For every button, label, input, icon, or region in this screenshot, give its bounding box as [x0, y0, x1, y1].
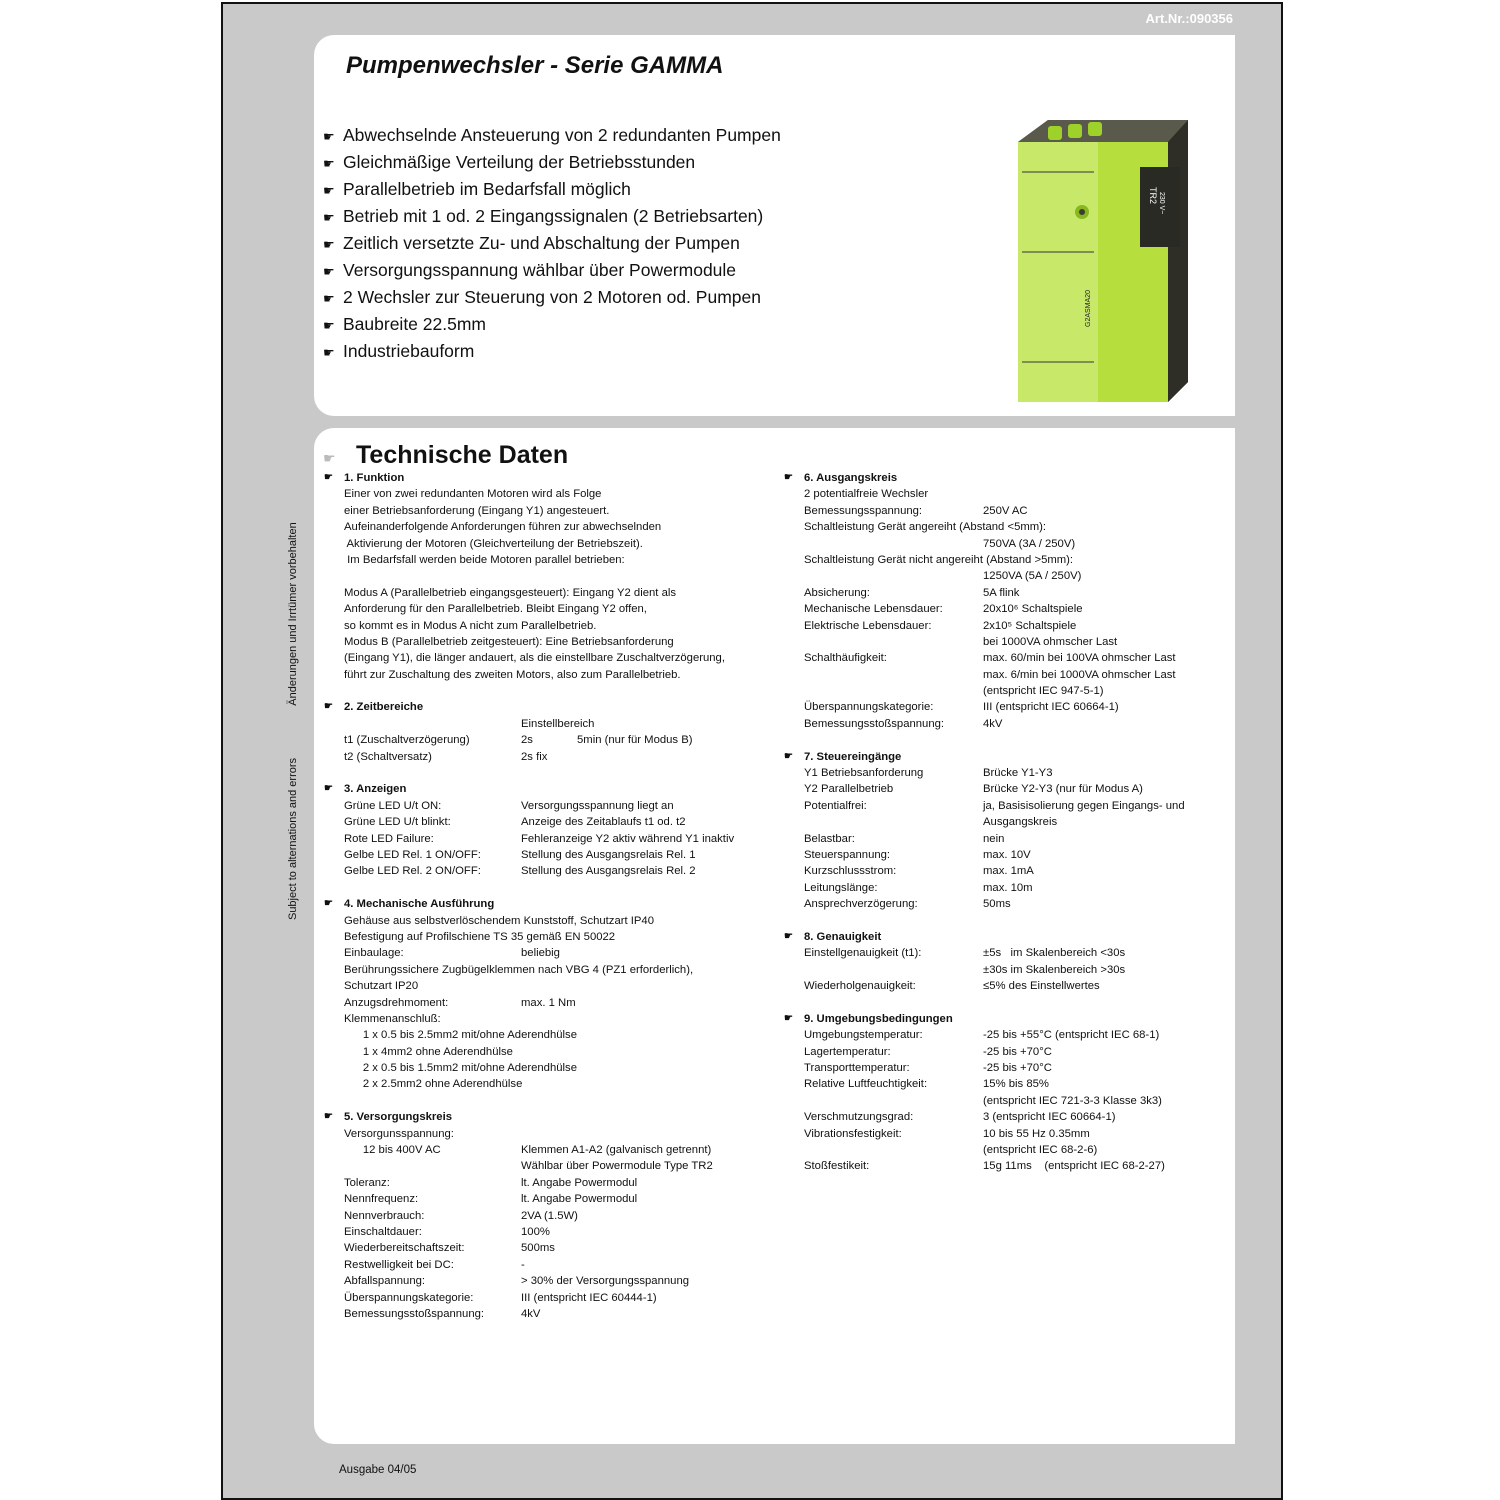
spec-label: 2 potentialfreie Wechsler [804, 488, 929, 501]
spec-value: (entspricht IEC 947-5-1) [983, 685, 1104, 698]
voltage-label: 230 V~ [1158, 192, 1165, 215]
spec-row [804, 486, 1224, 502]
spec-label: Einschaltdauer: [344, 1225, 422, 1238]
spec-row [804, 650, 1224, 666]
spec-row [804, 568, 1224, 584]
pointing-hand-icon: ☛ [324, 472, 333, 483]
spec-row [804, 1142, 1224, 1158]
spec-value: 15% bis 85% [983, 1078, 1049, 1091]
spec-label: 3. Anzeigen [344, 783, 407, 796]
disclaimer-de: Änderungen und Irrtümer vorbehalten [287, 522, 299, 706]
spec-label: führt zur Zuschaltung des zweiten Motors, also zum Parallelbetrieb. [344, 668, 681, 681]
spec-row [344, 929, 784, 945]
spec-label: einer Betriebsanforderung (Eingang Y1) angesteuert. [344, 504, 610, 517]
spec-row [804, 503, 1224, 519]
spec-row [344, 1191, 784, 1207]
spec-row [804, 1060, 1224, 1076]
feature-item: ☛ Betrieb mit 1 od. 2 Eingangssignalen (2 Betriebsarten) [323, 203, 781, 230]
spec-row [344, 945, 784, 961]
spec-value-extra: 5min (nur für Modus B) [577, 734, 693, 747]
spec-row [344, 913, 784, 929]
spec-value: 3 (entspricht IEC 60664-1) [983, 1111, 1116, 1124]
pointing-hand-icon: ☛ [784, 472, 793, 483]
spec-label: Abfallspannung: [344, 1275, 426, 1288]
spec-row [344, 667, 784, 683]
spec-value: max. 1 Nm [521, 996, 576, 1009]
feature-item: ☛ Zeitlich versetzte Zu- und Abschaltung der Pumpen [323, 230, 781, 257]
spec-label: t2 (Schaltversatz) [344, 750, 432, 763]
spec-value: bei 1000VA ohmscher Last [983, 635, 1118, 648]
spec-label: 4. Mechanische Ausführung [344, 898, 495, 911]
spec-value: III (entspricht IEC 60444-1) [521, 1291, 657, 1304]
spec-value: Stellung des Ausgangsrelais Rel. 1 [521, 848, 696, 861]
spec-label: Im Bedarfsfall werden beide Motoren parallel betrieben: [344, 553, 625, 566]
spec-row [804, 765, 1224, 781]
spec-row [344, 1208, 784, 1224]
spec-row [804, 601, 1224, 617]
spec-value: max. 6/min bei 1000VA ohmscher Last [983, 668, 1176, 681]
spec-value: 2s [521, 734, 533, 747]
spec-value: lt. Angabe Powermodul [521, 1176, 638, 1189]
spec-value: 1250VA (5A / 250V) [983, 570, 1082, 583]
spec-row [804, 798, 1224, 814]
spec-row [804, 699, 1224, 715]
spec-row [344, 634, 784, 650]
spec-label: 8. Genauigkeit [804, 930, 882, 943]
spec-row [804, 1109, 1224, 1125]
spec-value: 15g 11ms (entspricht IEC 68-2-27) [983, 1160, 1165, 1173]
feature-item: ☛ Abwechselnde Ansteuerung von 2 redundanten Pumpen [323, 122, 781, 149]
spec-row [804, 634, 1224, 650]
spec-label: Einer von zwei redundanten Motoren wird als Folge [344, 488, 602, 501]
spec-label: so kommt es in Modus A nicht zum Parallelbetrieb. [344, 619, 597, 632]
spec-row [344, 962, 784, 978]
spec-label: Mechanische Lebensdauer: [804, 603, 943, 616]
pointing-hand-icon: ☛ [784, 1012, 793, 1024]
spec-value: 2VA (1.5W) [521, 1209, 578, 1222]
spec-label: Anforderung für den Parallelbetrieb. Bleibt Eingang Y2 offen, [344, 603, 647, 616]
spec-label: Schutzart IP20 [344, 980, 419, 993]
spec-label: Aufeinanderfolgende Anforderungen führen zur abwechselnden [344, 521, 662, 534]
spec-label: Grüne LED U/t ON: [344, 799, 442, 812]
spec-label: Toleranz: [344, 1176, 390, 1189]
pointing-hand-icon: ☛ [324, 701, 333, 713]
spec-row [344, 749, 784, 765]
spec-row [804, 618, 1224, 634]
spec-label: Überspannungskategorie: [344, 1291, 474, 1304]
spec-value: beliebig [521, 947, 560, 960]
spec-row [344, 1306, 784, 1322]
spec-row [344, 486, 784, 502]
spec-label: t1 (Zuschaltverzögerung) [344, 734, 470, 747]
spec-value: 100% [521, 1225, 550, 1238]
spec-row [804, 1044, 1224, 1060]
spec-row [344, 978, 784, 994]
spec-row [344, 831, 784, 847]
spec-value: nein [983, 832, 1005, 845]
spec-row [804, 863, 1224, 879]
section-title: Technische Daten [356, 441, 569, 469]
spec-label: Schalthäufigkeit: [804, 652, 887, 665]
spec-value: 250V AC [983, 504, 1028, 517]
spec-value: Einstellbereich [521, 717, 595, 730]
spec-label: Überspannungskategorie: [804, 701, 934, 714]
spec-label: 2 x 2.5mm2 ohne Aderendhülse [344, 1078, 523, 1091]
spec-row [344, 1060, 784, 1076]
spec-row [344, 1076, 784, 1092]
spec-label: Berührungssichere Zugbügelklemmen nach VBG 4 (PZ1 erforderlich), [344, 963, 694, 976]
spec-label: Einbaulage: [344, 947, 404, 960]
feature-item: ☛ 2 Wechsler zur Steuerung von 2 Motoren od. Pumpen [323, 284, 781, 311]
feature-item: ☛ Gleichmäßige Verteilung der Betriebsstunden [323, 149, 781, 176]
spec-value: 4kV [983, 717, 1003, 730]
spec-row [344, 863, 784, 879]
spec-value: Fehleranzeige Y2 aktiv während Y1 inaktiv [521, 832, 735, 845]
spec-label: Wiederholgenauigkeit: [804, 980, 916, 993]
spec-value: (entspricht IEC 721-3-3 Klasse 3k3) [983, 1094, 1162, 1107]
spec-row [804, 536, 1224, 552]
spec-row [344, 880, 784, 896]
spec-label: Y1 Betriebsanforderung [804, 767, 924, 780]
spec-label: 6. Ausgangskreis [804, 472, 898, 484]
spec-label: Transporttemperatur: [804, 1062, 910, 1075]
spec-label: Befestigung auf Profilschiene TS 35 gemäß EN 50022 [344, 930, 616, 943]
spec-row [344, 1093, 784, 1109]
spec-label: Grüne LED U/t blinkt: [344, 816, 451, 829]
device-side-label: G2ASMA20 [1085, 290, 1092, 327]
spec-label: Nennfrequenz: [344, 1193, 419, 1206]
spec-label: 1 x 0.5 bis 2.5mm2 mit/ohne Aderendhülse [344, 1029, 577, 1042]
spec-label: Restwelligkeit bei DC: [344, 1258, 454, 1271]
spec-value: Stellung des Ausgangsrelais Rel. 2 [521, 865, 696, 878]
spec-heading [324, 470, 784, 486]
spec-label: Ansprechverzögerung: [804, 898, 918, 911]
spec-value: III (entspricht IEC 60664-1) [983, 701, 1119, 714]
spec-label: 2. Zeitbereiche [344, 701, 424, 714]
pointing-hand-icon: ☛ [323, 183, 335, 198]
module-label: TR2 [1148, 187, 1158, 205]
spec-row [344, 1257, 784, 1273]
edition-label: Ausgabe 04/05 [339, 1464, 417, 1476]
spec-label: Gelbe LED Rel. 1 ON/OFF: [344, 848, 481, 861]
spec-value: -25 bis +55°C (entspricht IEC 68-1) [983, 1029, 1160, 1042]
spec-row [344, 536, 784, 552]
spec-label: Y2 Parallelbetrieb [804, 783, 894, 796]
spec-label: Elektrische Lebensdauer: [804, 619, 932, 632]
spec-row [344, 1044, 784, 1060]
spec-row [804, 1076, 1224, 1092]
spec-label: Relative Luftfeuchtigkeit: [804, 1078, 928, 1091]
spec-value: 2s fix [521, 750, 548, 763]
spec-value: ja, Basisisolierung gegen Eingangs- und [983, 799, 1185, 812]
spec-value: 50ms [983, 898, 1011, 911]
spec-value: -25 bis +70°C [983, 1062, 1052, 1075]
spec-row [804, 781, 1224, 797]
spec-row [344, 650, 784, 666]
spec-row [804, 945, 1224, 961]
spec-label: Einstellgenauigkeit (t1): [804, 947, 922, 960]
spec-label: Belastbar: [804, 832, 855, 845]
spec-label: Potentialfrei: [804, 799, 867, 812]
spec-label: Kurzschlussstrom: [804, 865, 897, 878]
spec-row [344, 1142, 784, 1158]
spec-row [804, 831, 1224, 847]
pointing-hand-icon: ☛ [784, 930, 793, 942]
spec-label: Bemessungsstoßspannung: [804, 717, 945, 730]
spec-label: 7. Steuereingänge [804, 750, 902, 763]
spec-label: (Eingang Y1), die länger andauert, als die einstellbare Zuschaltverzögerung, [344, 652, 725, 665]
spec-row [804, 1027, 1224, 1043]
spec-heading [324, 781, 784, 797]
spec-label: Leitungslänge: [804, 881, 878, 894]
spec-row [344, 552, 784, 568]
spec-label: Anzugsdrehmoment: [344, 996, 449, 1009]
spec-row [804, 519, 1224, 535]
spec-label: Gehäuse aus selbstverlöschendem Kunststoff, Schutzart IP40 [344, 914, 655, 927]
spec-label: 1 x 4mm2 ohne Aderendhülse [344, 1045, 513, 1058]
spec-label: 12 bis 400V AC [344, 1144, 441, 1157]
pointing-hand-icon: ☛ [324, 1111, 333, 1123]
feature-list [323, 122, 781, 365]
spec-row [804, 978, 1224, 994]
pointing-hand-icon: ☛ [784, 750, 793, 762]
spec-value: Brücke Y1-Y3 [983, 767, 1053, 780]
spec-value: max. 10V [983, 848, 1031, 861]
spec-value: lt. Angabe Powermodul [521, 1193, 638, 1206]
spec-row [344, 568, 784, 584]
spec-label: 5. Versorgungskreis [344, 1111, 452, 1124]
spec-label: Umgebungstemperatur: [804, 1029, 923, 1042]
spec-row [344, 814, 784, 830]
spec-label: Stoßfestikeit: [804, 1160, 870, 1173]
spec-label: Schaltleistung Gerät nicht angereiht (Abstand >5mm): [804, 553, 1074, 566]
spec-label: Lagertemperatur: [804, 1045, 891, 1058]
spec-label: 1. Funktion [344, 472, 405, 484]
feature-item: ☛ Parallelbetrieb im Bedarfsfall möglich [323, 176, 781, 203]
spec-row [344, 503, 784, 519]
pointing-hand-icon: ☛ [324, 783, 333, 795]
spec-label: Modus A (Parallelbetrieb eingangsgesteuert): Eingang Y2 dient als [344, 586, 677, 599]
spec-row [804, 913, 1224, 929]
spec-value: 500ms [521, 1242, 555, 1255]
spec-value: max. 1mA [983, 865, 1034, 878]
spec-row [344, 765, 784, 781]
spec-value: max. 10m [983, 881, 1033, 894]
spec-label: Modus B (Parallelbetrieb zeitgesteuert): Eine Betriebsanforderung [344, 635, 674, 648]
spec-row [344, 995, 784, 1011]
spec-row [804, 1158, 1224, 1174]
spec-label: Versorgunsspannung: [344, 1127, 454, 1140]
spec-label: Klemmenanschluß: [344, 1012, 441, 1025]
spec-label: Absicherung: [804, 586, 870, 599]
spec-value: Brücke Y2-Y3 (nur für Modus A) [983, 783, 1143, 796]
spec-row [804, 683, 1224, 699]
spec-row [804, 732, 1224, 748]
pointing-hand-icon: ☛ [323, 318, 335, 333]
spec-column-right [784, 470, 1224, 1175]
spec-heading [324, 1109, 784, 1125]
spec-label: Gelbe LED Rel. 2 ON/OFF: [344, 865, 481, 878]
spec-row [344, 585, 784, 601]
spec-column-left [324, 470, 784, 1322]
spec-row [344, 601, 784, 617]
spec-row [344, 716, 784, 732]
spec-row [344, 1273, 784, 1289]
spec-row [804, 995, 1224, 1011]
spec-value: 4kV [521, 1307, 541, 1320]
spec-row [344, 1290, 784, 1306]
spec-value: > 30% der Versorgungsspannung [521, 1275, 690, 1288]
feature-item: ☛ Baubreite 22.5mm [323, 311, 781, 338]
spec-value: max. 60/min bei 100VA ohmscher Last [983, 652, 1176, 665]
spec-row [344, 1027, 784, 1043]
product-image [978, 112, 1203, 402]
spec-row [344, 1240, 784, 1256]
spec-heading [784, 929, 1224, 945]
spec-value: ±30s im Skalenbereich >30s [983, 963, 1126, 976]
spec-row [344, 732, 784, 748]
spec-label: Bemessungsstoßspannung: [344, 1307, 485, 1320]
pointing-hand-icon: ☛ [323, 210, 335, 225]
spec-value: Anzeige des Zeitablaufs t1 od. t2 [521, 816, 686, 829]
spec-value: 2x10⁵ Schaltspiele [983, 619, 1077, 632]
spec-row [344, 1175, 784, 1191]
spec-row [804, 962, 1224, 978]
spec-heading [784, 749, 1224, 765]
spec-row [344, 1224, 784, 1240]
spec-label: Bemessungsspannung: [804, 504, 923, 517]
spec-label: Schaltleistung Gerät angereiht (Abstand <5mm): [804, 521, 1047, 534]
spec-value: ±5s im Skalenbereich <30s [983, 947, 1126, 960]
spec-value: (entspricht IEC 68-2-6) [983, 1144, 1098, 1157]
model-number: G2ASMA20 [975, 40, 1143, 75]
spec-heading [324, 896, 784, 912]
spec-value: 750VA (3A / 250V) [983, 537, 1076, 550]
spec-value: 5A flink [983, 586, 1020, 599]
spec-label: Nennverbrauch: [344, 1209, 425, 1222]
spec-value: -25 bis +70°C [983, 1045, 1052, 1058]
spec-row [804, 716, 1224, 732]
pointing-hand-icon: ☛ [323, 291, 335, 306]
spec-row [344, 519, 784, 535]
spec-value: Ausgangskreis [983, 816, 1058, 829]
spec-row [804, 552, 1224, 568]
datasheet-page [221, 2, 1283, 1500]
spec-row [804, 667, 1224, 683]
spec-heading [324, 699, 784, 715]
spec-row [804, 585, 1224, 601]
spec-row [804, 1093, 1224, 1109]
feature-item: ☛ Industriebauform [323, 338, 781, 365]
article-number: Art.Nr.:090356 [1145, 11, 1233, 26]
pointing-hand-icon: ☛ [323, 156, 335, 171]
feature-item: ☛ Versorgungsspannung wählbar über Powermodule [323, 257, 781, 284]
spec-label: Steuerspannung: [804, 848, 891, 861]
spec-label: Vibrationsfestigkeit: [804, 1127, 902, 1140]
spec-label: Aktivierung der Motoren (Gleichverteilung der Betriebszeit). [344, 537, 643, 550]
spec-row [344, 1126, 784, 1142]
pointing-hand-icon: ☛ [323, 264, 335, 279]
spec-row [804, 880, 1224, 896]
spec-heading [784, 470, 1224, 486]
spec-row [804, 896, 1224, 912]
spec-row [344, 847, 784, 863]
spec-value: - [521, 1258, 525, 1271]
spec-row [344, 1011, 784, 1027]
spec-value: Klemmen A1-A2 (galvanisch getrennt) [521, 1144, 712, 1157]
spec-row [344, 683, 784, 699]
spec-row [804, 1126, 1224, 1142]
spec-label: Verschmutzungsgrad: [804, 1111, 914, 1124]
spec-label: 9. Umgebungsbedingungen [804, 1012, 953, 1025]
spec-row [344, 1158, 784, 1174]
pointing-hand-icon: ☛ [323, 129, 335, 144]
spec-row [344, 798, 784, 814]
spec-value: ≤5% des Einstellwertes [983, 980, 1100, 993]
spec-row [804, 814, 1224, 830]
spec-row [344, 618, 784, 634]
spec-label: Rote LED Failure: [344, 832, 434, 845]
spec-value: 10 bis 55 Hz 0.35mm [983, 1127, 1090, 1140]
spec-value: Wählbar über Powermodule Type TR2 [521, 1160, 713, 1173]
page-title: Pumpenwechsler - Serie GAMMA [346, 52, 724, 79]
pointing-hand-icon: ☛ [323, 345, 335, 360]
spec-value: 20x10⁶ Schaltspiele [983, 603, 1083, 616]
spec-label: Wiederbereitschaftszeit: [344, 1242, 465, 1255]
spec-value: Versorgungsspannung liegt an [521, 799, 674, 812]
spec-label: 2 x 0.5 bis 1.5mm2 mit/ohne Aderendhülse [344, 1062, 577, 1075]
pointing-hand-icon: ☛ [323, 450, 336, 466]
spec-row [804, 847, 1224, 863]
disclaimer-en: Subject to alternations and errors [287, 757, 299, 921]
pointing-hand-icon: ☛ [323, 237, 335, 252]
spec-heading [784, 1011, 1224, 1027]
pointing-hand-icon: ☛ [324, 898, 333, 910]
